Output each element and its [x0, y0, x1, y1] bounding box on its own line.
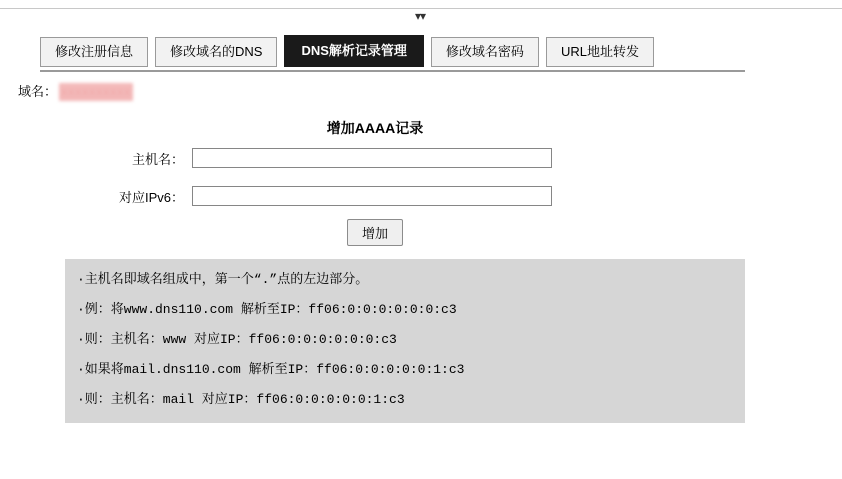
ipv6-row [0, 184, 750, 208]
tab-dns-record-management[interactable]: DNS解析记录管理 [284, 35, 423, 67]
domain-value-redacted: xxxxxxxxxx [61, 84, 132, 99]
host-name-row [0, 146, 750, 170]
ipv6-input[interactable] [192, 186, 552, 206]
host-name-input[interactable] [192, 148, 552, 168]
add-record-button[interactable]: 增加 [347, 219, 403, 246]
tab-url-forwarding[interactable]: URL地址转发 [546, 37, 654, 67]
help-note-line: ·则：主机名：mail 对应IP：ff06:0:0:0:0:0:1:c3 [77, 392, 405, 407]
tab-edit-domain-dns[interactable]: 修改域名的DNS [155, 37, 277, 67]
tab-edit-domain-password[interactable]: 修改域名密码 [431, 37, 539, 67]
ipv6-label: 对应IPv6： [118, 189, 184, 205]
tab-bar-underline [40, 70, 745, 72]
domain-label: 域名： [18, 84, 58, 99]
host-name-label: 主机名： [131, 151, 184, 167]
help-note-line: ·例：将www.dns110.com 解析至IP：ff06:0:0:0:0:0:0:c3 [77, 302, 457, 317]
tab-edit-registration[interactable]: 修改注册信息 [40, 37, 148, 67]
help-note-line: ·如果将mail.dns110.com 解析至IP：ff06:0:0:0:0:0:1:c3 [77, 362, 465, 377]
submit-row [0, 219, 750, 246]
chevron-down-small-icon: ▾▾ [414, 9, 426, 23]
help-note-line: ·则：主机名：www 对应IP：ff06:0:0:0:0:0:0:c3 [77, 332, 397, 347]
domain-row [18, 83, 133, 101]
help-notes [65, 259, 745, 423]
help-note-line: ·主机名即域名组成中，第一个“.”点的左边部分。 [77, 272, 369, 287]
tab-bar [40, 35, 661, 67]
page-title: 增加AAAA记录 [326, 120, 424, 136]
